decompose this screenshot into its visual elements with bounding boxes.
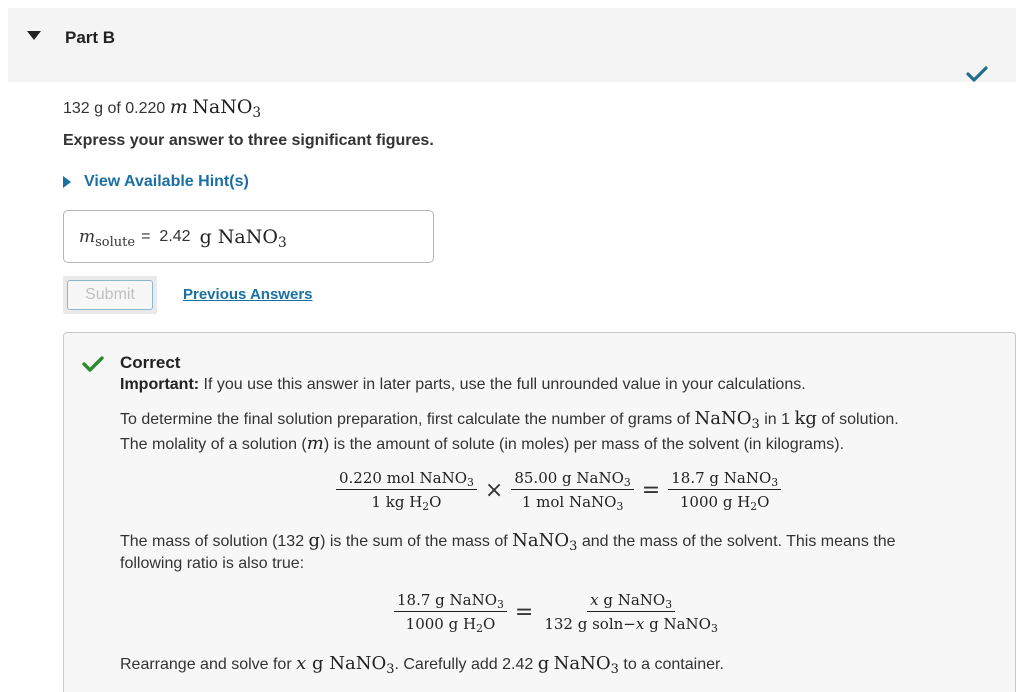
explanation-line-3: The mass of solution (132 g) is the sum of the mass of NaNO$_3$ and the mass of the solvent. This means the <box>120 530 896 554</box>
eq1-fraction-3: $\frac{18.7 g NaNO_3}{1000 g H_2O}$ <box>668 469 781 511</box>
caret-down-icon[interactable] <box>27 31 41 40</box>
feedback-status: Correct <box>120 353 181 372</box>
view-hints-link[interactable] <box>63 173 249 191</box>
answer-equals: = <box>141 227 151 245</box>
answer-unit: g NaNO$_3$ <box>199 225 287 251</box>
instruction: Express your answer to three significant figures. <box>63 132 434 149</box>
explanation-line-5: Rearrange and solve for x g NaNO$_3$. Carefully add 2.42 g NaNO$_3$ to a container. <box>120 653 724 677</box>
part-header[interactable] <box>8 8 1016 82</box>
explanation-line-4: following ratio is also true: <box>120 555 305 572</box>
answer-field[interactable] <box>63 210 434 263</box>
important-note: Important: If you use this answer in later parts, use the full unrounded value in your calculations. <box>120 376 806 393</box>
equation-2 <box>394 591 721 636</box>
question-text <box>63 96 262 122</box>
eq2-fraction-1: $\frac{18.7 g NaNO_3}{1000 g H_2O}$ <box>394 591 507 633</box>
part-title: Part B <box>65 28 116 47</box>
checkmark-icon <box>82 355 104 373</box>
caret-right-icon <box>63 176 71 188</box>
equation-1 <box>336 469 781 514</box>
eq1-fraction-1: $\frac{0.220 mol NaNO_3}{1 kg H_2O}$ <box>336 469 477 511</box>
question-var: m <box>169 96 188 118</box>
feedback-panel <box>63 332 1016 692</box>
question-amount: 132 g of 0.220 <box>63 100 166 117</box>
explanation-line-2: The molality of a solution (m) is the amount of solute (in moles) per mass of the solvent (in kilograms). <box>120 433 845 454</box>
answer-var: $m_{solute}$ <box>79 226 136 250</box>
times-operator: × <box>484 477 504 503</box>
eq2-fraction-2: $\frac{x g NaNO_3}{132 g soln-x g NaNO_3}$ <box>544 591 718 636</box>
view-hints-label: View Available Hint(s) <box>84 173 249 190</box>
checkmark-icon <box>966 66 988 82</box>
equals-operator: = <box>514 599 534 625</box>
explanation-line-1: To determine the final solution preparation, first calculate the number of grams of NaNO$_3$ in 1 kg of solution. <box>120 408 899 432</box>
equals-operator: = <box>641 477 661 503</box>
previous-answers-link[interactable]: Previous Answers <box>183 286 313 303</box>
eq1-fraction-2: $\frac{85.00 g NaNO_3}{1 mol NaNO_3}$ <box>511 469 633 511</box>
submit-wrapper <box>63 276 157 314</box>
question-formula: NaNO$_3$ <box>192 96 262 122</box>
submit-button[interactable]: Submit <box>67 280 153 310</box>
answer-value: 2.42 <box>159 227 191 245</box>
